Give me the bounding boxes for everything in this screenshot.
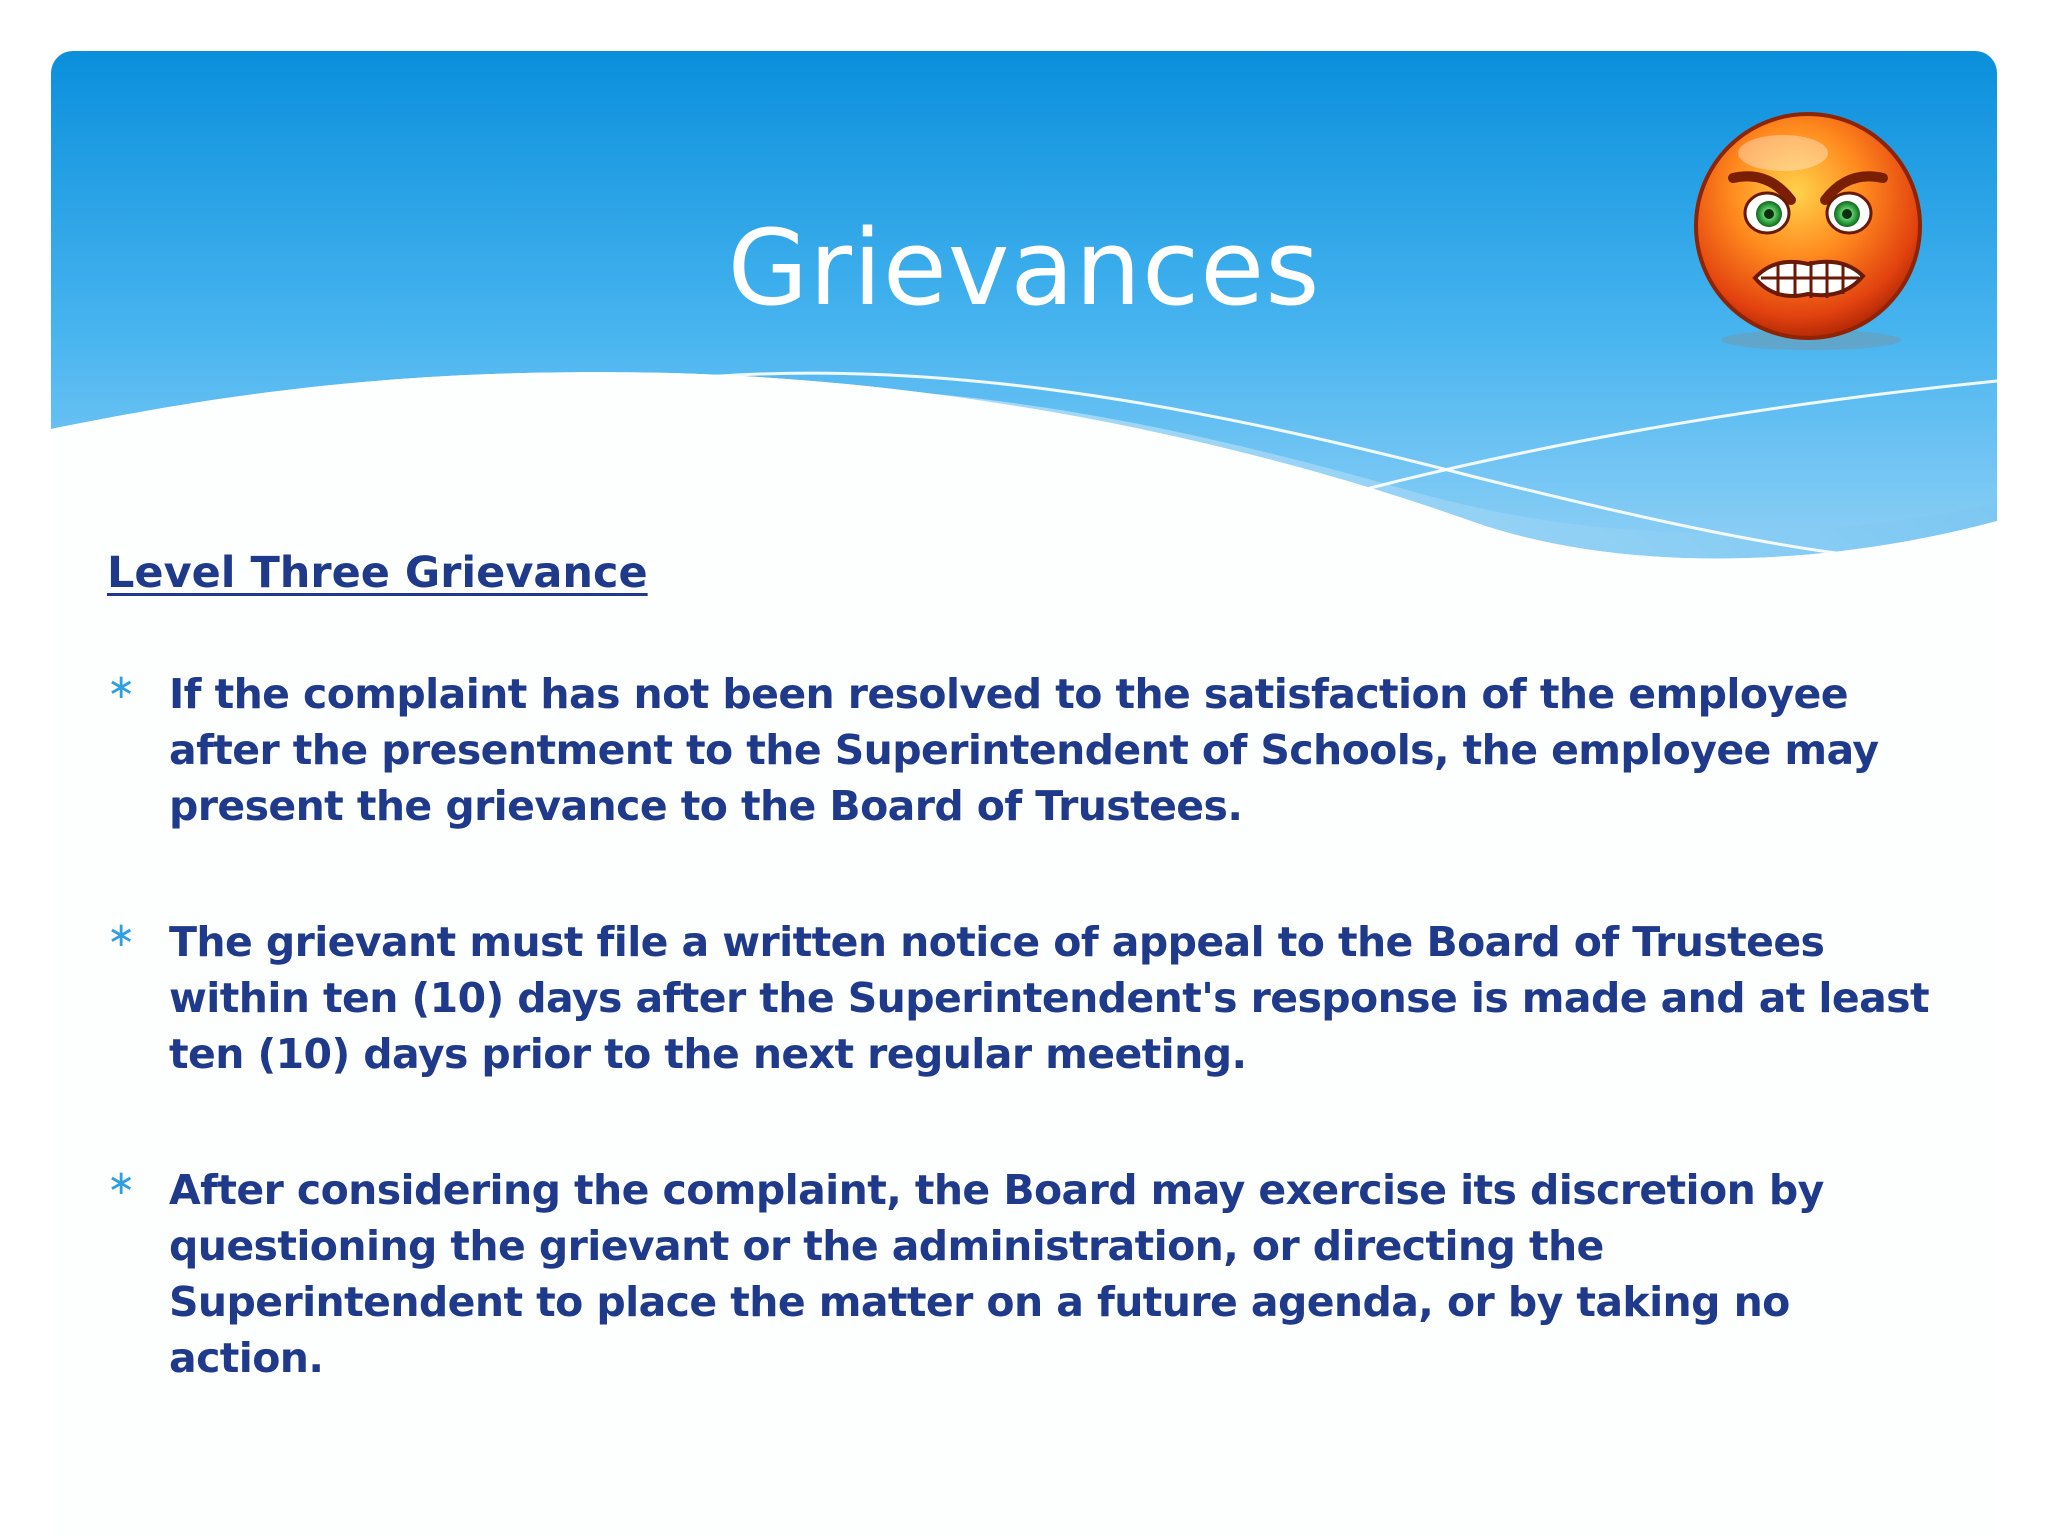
bullet-item	[107, 914, 1947, 1082]
slide-content	[107, 548, 1947, 1466]
bullet-text: After considering the complaint, the Board may exercise its discretion by questioning the grievant or the administration, or directing the Superintendent to place the matter on a future agenda, or by taking no action.	[169, 1165, 1824, 1382]
bullet-text: The grievant must file a written notice of appeal to the Board of Trustees within ten (10) days after the Superintendent's response is made and at least ten (10) days prior to the next regular meeting.	[169, 917, 1929, 1078]
slide	[51, 51, 1997, 1536]
bullet-marker-icon: ∗	[107, 914, 136, 955]
slide-title: Grievances	[727, 207, 1321, 329]
bullet-item	[107, 1162, 1947, 1386]
angry-face-icon	[1683, 108, 1933, 358]
bullet-marker-icon: ∗	[107, 666, 136, 707]
bullet-list	[107, 666, 1947, 1386]
bullet-text: If the complaint has not been resolved to the satisfaction of the employee after the presentment to the Superintendent of Schools, the employee may present the grievance to the Board of Trustees.	[169, 669, 1879, 830]
bullet-item	[107, 666, 1947, 834]
bullet-marker-icon: ∗	[107, 1162, 136, 1203]
section-heading: Level Three Grievance	[107, 548, 648, 598]
